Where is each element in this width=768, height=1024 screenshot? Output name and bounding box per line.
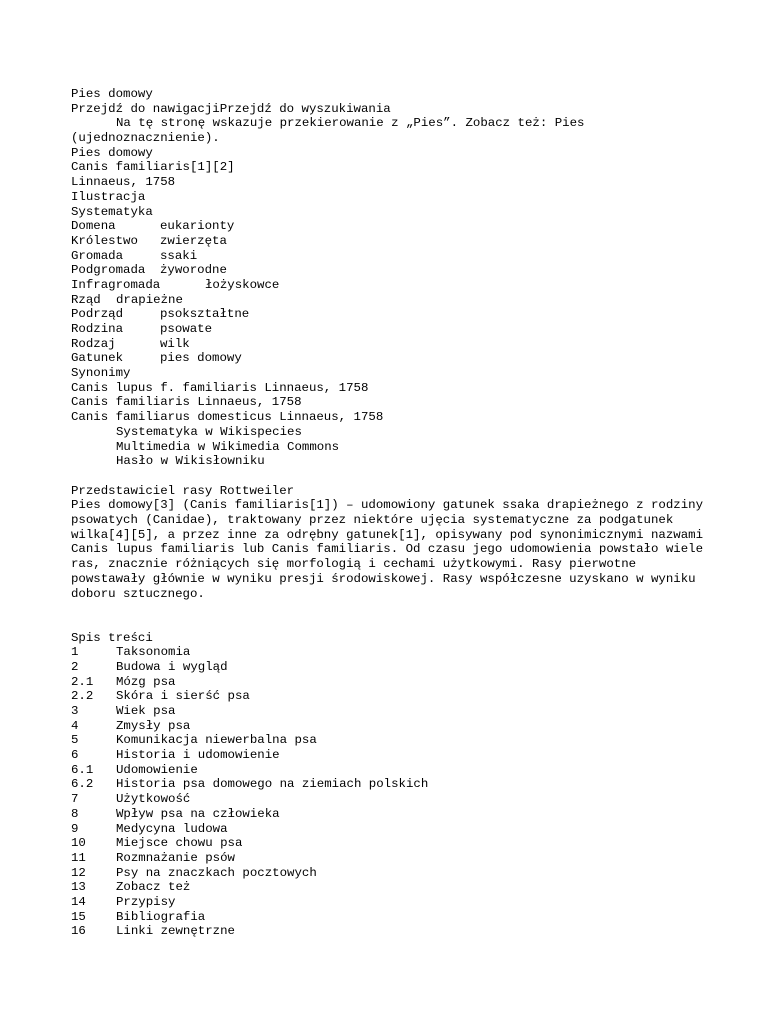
taxonomy-row — [71, 219, 711, 234]
toc-item[interactable] — [71, 924, 711, 939]
toc-number: 9 — [71, 821, 79, 836]
toc-item[interactable] — [71, 733, 711, 748]
taxonomy-value[interactable]: żyworodne — [160, 263, 227, 278]
toc-number: 6 — [71, 748, 79, 763]
taxonomy-rank: Gromada — [71, 248, 124, 263]
toc-item[interactable] — [71, 645, 711, 660]
toc-number: 14 — [71, 894, 86, 909]
taxonomy-value[interactable]: zwierzęta — [160, 233, 227, 248]
toc-number: 6.1 — [71, 762, 94, 777]
toc-label[interactable]: Zmysły psa — [116, 718, 191, 733]
toc-label[interactable]: Udomowienie — [116, 762, 198, 777]
taxonomy-row — [71, 307, 711, 322]
toc-label[interactable]: Historia i udomowienie — [116, 748, 280, 763]
toc-number: 6.2 — [71, 777, 94, 792]
toc-number: 2.2 — [71, 689, 94, 704]
toc-number: 10 — [71, 836, 86, 851]
toc-label[interactable]: Medycyna ludowa — [116, 821, 228, 836]
taxonomy-rank: Podgromada — [71, 263, 146, 278]
taxonomy-rank: Domena — [71, 219, 116, 234]
taxonomy-value[interactable]: ssaki — [160, 248, 198, 263]
taxonomy-value[interactable]: eukarionty — [160, 219, 235, 234]
toc-item[interactable] — [71, 866, 711, 881]
infobox-illustration: Ilustracja — [71, 189, 146, 204]
toc-item[interactable] — [71, 719, 711, 734]
toc-number: 7 — [71, 792, 79, 807]
table-of-contents — [71, 645, 711, 939]
sister-link-commons[interactable]: Multimedia w Wikimedia Commons — [116, 439, 340, 454]
toc-item[interactable] — [71, 763, 711, 778]
document — [71, 87, 711, 939]
toc-label[interactable]: Linki zewnętrzne — [116, 924, 235, 939]
taxonomy-value: pies domowy — [160, 351, 242, 366]
redirect-note: Na tę stronę wskazuje przekierowanie z „Pies”. Zobacz też: Pies (ujednoznacznienie). — [71, 116, 585, 146]
taxonomy-value[interactable]: psokształtne — [160, 307, 250, 322]
toc-item[interactable] — [71, 777, 711, 792]
toc-number: 11 — [71, 850, 86, 865]
sister-link-wiktionary[interactable]: Hasło w Wikisłowniku — [116, 454, 265, 469]
toc-number: 2 — [71, 659, 79, 674]
toc-item[interactable] — [71, 675, 711, 690]
toc-item[interactable] — [71, 836, 711, 851]
toc-item[interactable] — [71, 792, 711, 807]
toc-label[interactable]: Psy na znaczkach pocztowych — [116, 865, 317, 880]
taxonomy-row — [71, 234, 711, 249]
toc-number: 4 — [71, 718, 79, 733]
taxonomy-row — [71, 249, 711, 264]
taxonomy-rank: Królestwo — [71, 233, 138, 248]
toc-number: 12 — [71, 865, 86, 880]
toc-label[interactable]: Wiek psa — [116, 704, 176, 719]
toc-label[interactable]: Bibliografia — [116, 909, 206, 924]
toc-item[interactable] — [71, 660, 711, 675]
skip-links[interactable]: Przejdź do nawigacjiPrzejdź do wyszukiwania — [71, 101, 391, 116]
toc-label[interactable]: Przypisy — [116, 894, 176, 909]
synonyms-heading: Synonimy — [71, 366, 131, 381]
taxonomy-row — [71, 322, 711, 337]
toc-label[interactable]: Wpływ psa na człowieka — [116, 806, 280, 821]
taxonomy-rank: Rząd — [71, 292, 101, 307]
toc-item[interactable] — [71, 689, 711, 704]
toc-label[interactable]: Skóra i sierść psa — [116, 689, 250, 704]
taxonomy-row — [71, 278, 711, 293]
toc-label[interactable]: Zobacz też — [116, 880, 191, 895]
sister-link-wikispecies[interactable]: Systematyka w Wikispecies — [116, 424, 302, 439]
toc-number: 13 — [71, 880, 86, 895]
taxonomy-value[interactable]: wilk — [160, 336, 190, 351]
toc-item[interactable] — [71, 748, 711, 763]
taxonomy-value[interactable]: psowate — [160, 322, 213, 337]
toc-label[interactable]: Taksonomia — [116, 645, 191, 660]
synonym-item: Canis lupus f. familiaris Linnaeus, 1758 — [71, 380, 369, 395]
intro-paragraph: Pies domowy[3] (Canis familiaris[1]) – udomowiony gatunek ssaka drapieżnego z rodziny psowatych (Canidae), traktowany przez niektóre ujęcia systematyczne za podgatunek wilka[4][5], a przez inne za odrębny gatunek[1], opisywany pod synonimicznymi nazwami Canis lupus familiaris lub Canis familiaris. Od czasu jego udomowienia powstało wiele ras, znacznie różniących się morfologią i cechami użytkowymi. Rasy pierwotne powstawały głównie w wyniku presji środowiskowej. Rasy współczesne uzyskano w wyniku doboru sztucznego. — [71, 498, 704, 601]
toc-number: 16 — [71, 924, 86, 939]
toc-number: 2.1 — [71, 674, 94, 689]
taxonomy-rank: Infragromada — [71, 277, 161, 292]
image-caption: Przedstawiciel rasy Rottweiler — [71, 483, 295, 498]
toc-label[interactable]: Komunikacja niewerbalna psa — [116, 733, 317, 748]
taxonomy-rank: Rodzaj — [71, 336, 116, 351]
taxonomy-value[interactable]: drapieżne — [116, 292, 183, 307]
toc-item[interactable] — [71, 851, 711, 866]
toc-label[interactable]: Budowa i wygląd — [116, 659, 228, 674]
toc-label[interactable]: Rozmnażanie psów — [116, 850, 235, 865]
toc-label[interactable]: Historia psa domowego na ziemiach polskich — [116, 777, 429, 792]
taxonomy-row — [71, 293, 711, 308]
taxonomy-rank: Gatunek — [71, 351, 124, 366]
toc-item[interactable] — [71, 822, 711, 837]
taxonomy-row — [71, 263, 711, 278]
taxonomy-rank: Rodzina — [71, 322, 124, 337]
toc-label[interactable]: Mózg psa — [116, 674, 176, 689]
page-title: Pies domowy — [71, 87, 153, 101]
infobox-latin-name: Canis familiaris[1][2] — [71, 160, 235, 175]
taxonomy-row — [71, 351, 711, 366]
toc-item[interactable] — [71, 807, 711, 822]
toc-heading: Spis treści — [71, 630, 153, 645]
infobox-author: Linnaeus, 1758 — [71, 175, 176, 190]
synonym-item: Canis familiarus domesticus Linnaeus, 1758 — [71, 410, 384, 425]
toc-label[interactable]: Użytkowość — [116, 792, 191, 807]
infobox-name: Pies domowy — [71, 145, 153, 160]
toc-item[interactable] — [71, 895, 711, 910]
taxonomy-value[interactable]: łożyskowce — [205, 277, 280, 292]
toc-item[interactable] — [71, 704, 711, 719]
toc-number: 8 — [71, 806, 79, 821]
taxonomy-rank: Podrząd — [71, 307, 124, 322]
taxonomy-row — [71, 337, 711, 352]
toc-number: 15 — [71, 909, 86, 924]
toc-item[interactable] — [71, 910, 711, 925]
toc-number: 5 — [71, 733, 79, 748]
toc-number: 3 — [71, 704, 79, 719]
toc-label[interactable]: Miejsce chowu psa — [116, 836, 243, 851]
toc-number: 1 — [71, 645, 79, 660]
systematics-heading: Systematyka — [71, 204, 153, 219]
synonym-item: Canis familiaris Linnaeus, 1758 — [71, 395, 302, 410]
toc-item[interactable] — [71, 880, 711, 895]
